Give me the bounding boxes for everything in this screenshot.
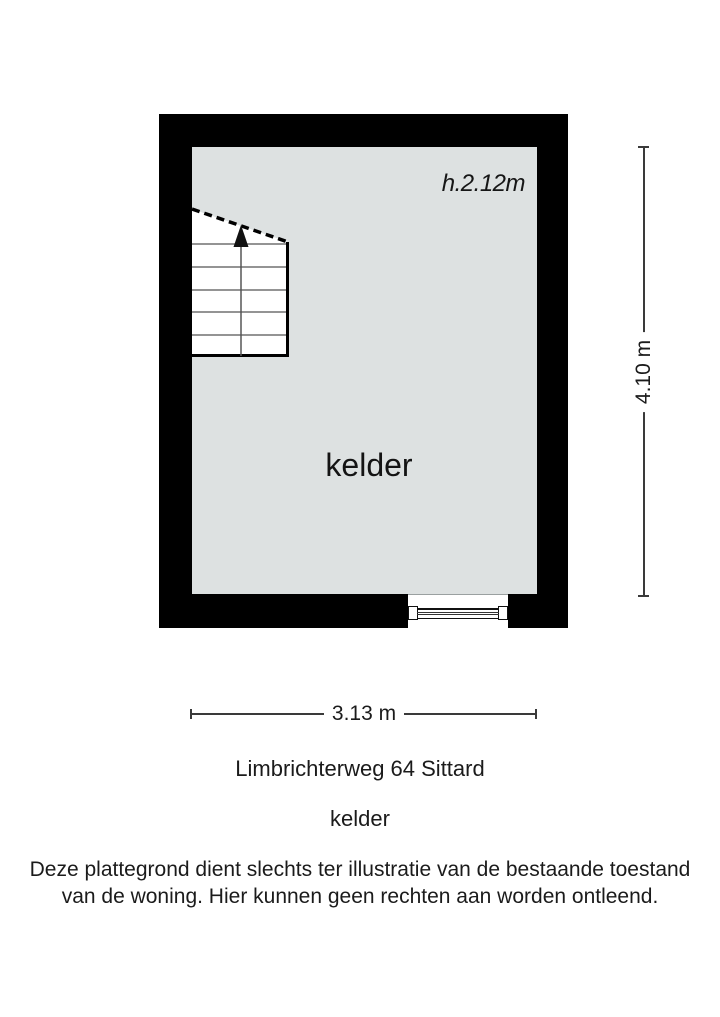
width-dimension-label: 3.13 m [324, 702, 404, 726]
window-glass-line [417, 608, 499, 610]
height-dimension-label: 4.10 m [632, 332, 656, 412]
room-name-label: kelder [325, 447, 413, 483]
window-glass-line [417, 612, 499, 613]
window [408, 594, 508, 629]
floor-name-caption: kelder [330, 806, 390, 831]
dimension-tick [638, 146, 649, 148]
disclaimer-line-1: Deze plattegrond dient slechts ter illustratie van de bestaande toestand [29, 858, 691, 881]
disclaimer-line-2: van de woning. Hier kunnen geen rechten aan worden ontleend. [61, 885, 659, 908]
window-glass-line [417, 614, 499, 615]
window-glass-line [417, 618, 499, 620]
window-jamb-right [498, 606, 508, 620]
dimension-tick [638, 595, 649, 597]
width-dimension [191, 702, 537, 726]
stairs [192, 205, 289, 359]
address-caption: Limbrichterweg 64 Sittard [235, 756, 485, 781]
ceiling-height-label: h.2.12m [441, 170, 525, 197]
